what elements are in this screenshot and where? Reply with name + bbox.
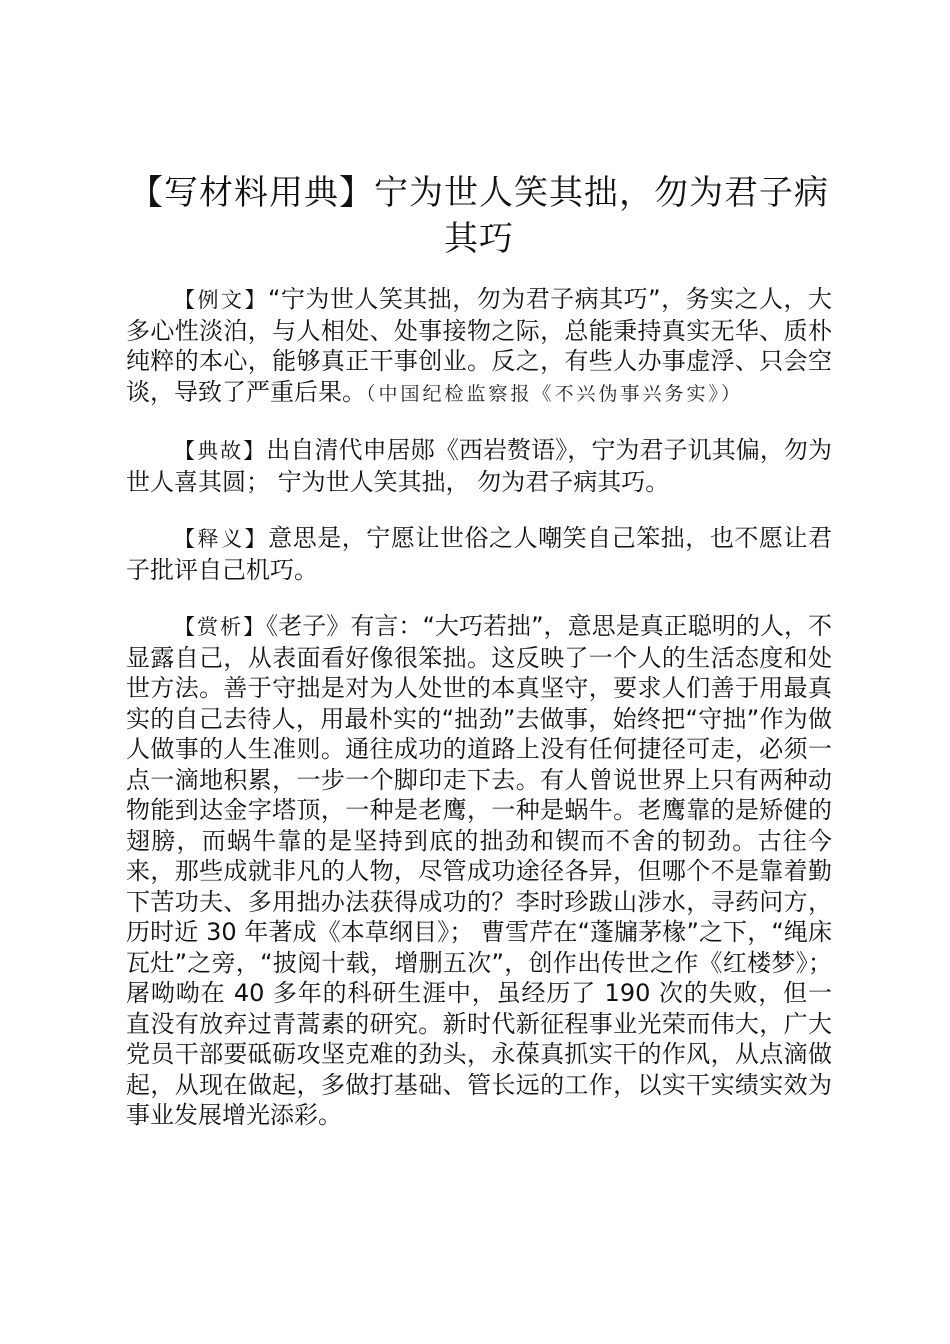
analysis-paragraph — [126, 611, 832, 1131]
allusion-tag: 【典故】 — [174, 439, 267, 463]
example-tag: 【例文】 — [174, 288, 268, 312]
example-paragraph — [126, 284, 832, 409]
document-title: 【写材料用典】宁为世人笑其拙，勿为君子病其巧 — [129, 173, 829, 259]
analysis-tag: 【赏析】 — [174, 615, 267, 639]
meaning-tag: 【释义】 — [174, 527, 269, 551]
document-page — [126, 170, 832, 1157]
allusion-paragraph — [126, 435, 832, 497]
analysis-body: 《老子》有言：“大巧若拙”，意思是真正聪明的人，不显露自己，从表面看好像很笨拙。这反映了一个人的生活态度和处世方法。善于守拙是对为人处世的本真坚守，要求人们善于用最真实的自己去待人，用最朴实的“拙劲”去做事，始终把“守拙”作为做人做事的人生准则。通往成功的道路上没有任何捷径可走，必须一点一滴地积累，一步一个脚印走下去。有人曾说世界上只有两种动物能到达金字塔顶，一种是老鹰，一种是蜗牛。老鹰靠的是矫健的翅膀，而蜗牛靠的是坚持到底的拙劲和锲而不舍的韧劲。古往今来，那些成就非凡的人物，尽管成功途径各异，但哪个不是靠着勤下苦功夫、多用拙办法获得成功的？李时珍跋山涉水，寻药问方，历时近 30 年著成《本草纲目》； 曹雪芹在“蓬牖茅椽”之下，“绳床瓦灶”之旁，“披阅十载，增删五次”，创作出传世之作《红楼梦》； 屠呦呦在 40 多年的科研生涯中，虽经历了 190 次的失败，但一直没有放弃过青蒿素的研究。新时代新征程事业光荣而伟大，广大党员干部要砥砺攻坚克难的劲头，永葆真抓实干的作风，从点滴做起，从现在做起，多做打基础、管长远的工作，以实干实绩实效为事业发展增光添彩。 — [126, 612, 833, 1129]
allusion-body: 出自清代申居郧《西岩赘语》，宁为君子讥其偏，勿为世人喜其圆； 宁为世人笑其拙， 勿为君子病其巧。 — [126, 436, 832, 496]
meaning-paragraph — [126, 523, 832, 585]
meaning-body: 意思是，宁愿让世俗之人嘲笑自己笨拙，也不愿让君子批评自己机巧。 — [126, 524, 833, 584]
example-source: （中国纪检监察报《不兴伪事兴务实》） — [366, 382, 744, 405]
example-body: “宁为世人笑其拙，勿为君子病其巧”，务实之人，大多心性淡泊，与人相处、处事接物之际，总能秉持真实无华、质朴纯粹的本心，能够真正干事创业。反之，有些人办事虚浮、只会空谈，导致了严重后果。 — [126, 285, 832, 406]
